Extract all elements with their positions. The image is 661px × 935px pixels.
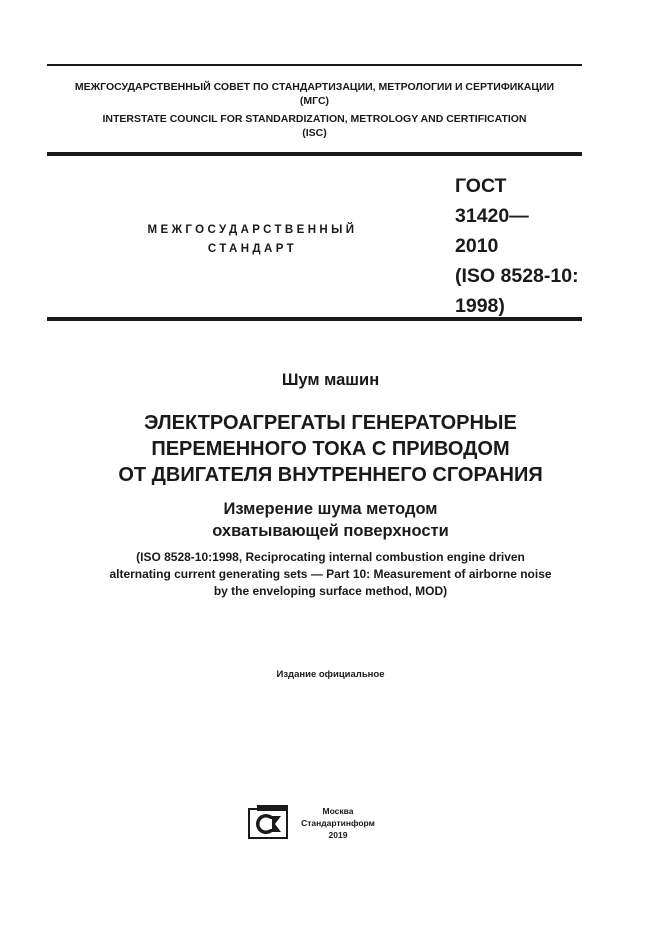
council-en-abbr: (ISC): [302, 127, 327, 139]
publisher-name: Стандартинформ: [301, 818, 375, 828]
main-title-line2: ПЕРЕМЕННОГО ТОКА С ПРИВОДОМ: [151, 438, 510, 460]
designation-rule: [47, 317, 582, 321]
designation: [455, 171, 595, 321]
council-en-name: INTERSTATE COUNCIL FOR STANDARDIZATION, METROLOGY AND CERTIFICATION: [102, 113, 527, 125]
designation-line1: ГОСТ: [455, 175, 507, 197]
designation-line4: (ISO 8528-10:: [455, 265, 579, 287]
iso-reference-line3: by the enveloping surface method, MOD): [213, 584, 448, 598]
main-title: [0, 410, 661, 488]
iso-reference: [0, 549, 661, 600]
standard-kind-line1: МЕЖГОСУДАРСТВЕННЫЙ: [147, 224, 358, 236]
iso-reference-line1: (ISO 8528-10:1998, Reciprocating internal combustion engine driven: [136, 550, 525, 564]
top-rule: [47, 64, 582, 66]
publisher-year: 2019: [328, 830, 348, 840]
subtitle-line2: охватывающей поверхности: [212, 522, 449, 540]
iso-reference-line2: alternating current generating sets — Part 10: Measurement of airborne noise: [109, 567, 552, 581]
council-ru-name: МЕЖГОСУДАРСТВЕННЫЙ СОВЕТ ПО СТАНДАРТИЗАЦИИ, МЕТРОЛОГИИ И СЕРТИФИКАЦИИ: [74, 81, 555, 93]
publisher: [298, 805, 378, 841]
header-rule: [47, 152, 582, 156]
main-title-line1: ЭЛЕКТРОАГРЕГАТЫ ГЕНЕРАТОРНЫЕ: [144, 412, 517, 434]
subtitle-line1: Измерение шума методом: [223, 500, 438, 518]
series-title: Шум машин: [281, 371, 380, 389]
subtitle: [0, 498, 661, 542]
publisher-city: Москва: [322, 806, 354, 816]
main-title-line3: ОТ ДВИГАТЕЛЯ ВНУТРЕННЕГО СГОРАНИЯ: [118, 464, 543, 486]
designation-line3: 2010: [455, 235, 499, 257]
council-ru-abbr: (МГС): [299, 95, 330, 107]
edition-label: Издание официальное: [276, 669, 385, 680]
standard-kind-line2: СТАНДАРТ: [207, 243, 298, 255]
designation-line2: 31420—: [455, 205, 529, 227]
standartinform-logo-icon: [248, 805, 288, 839]
designation-line5: 1998): [455, 295, 505, 317]
